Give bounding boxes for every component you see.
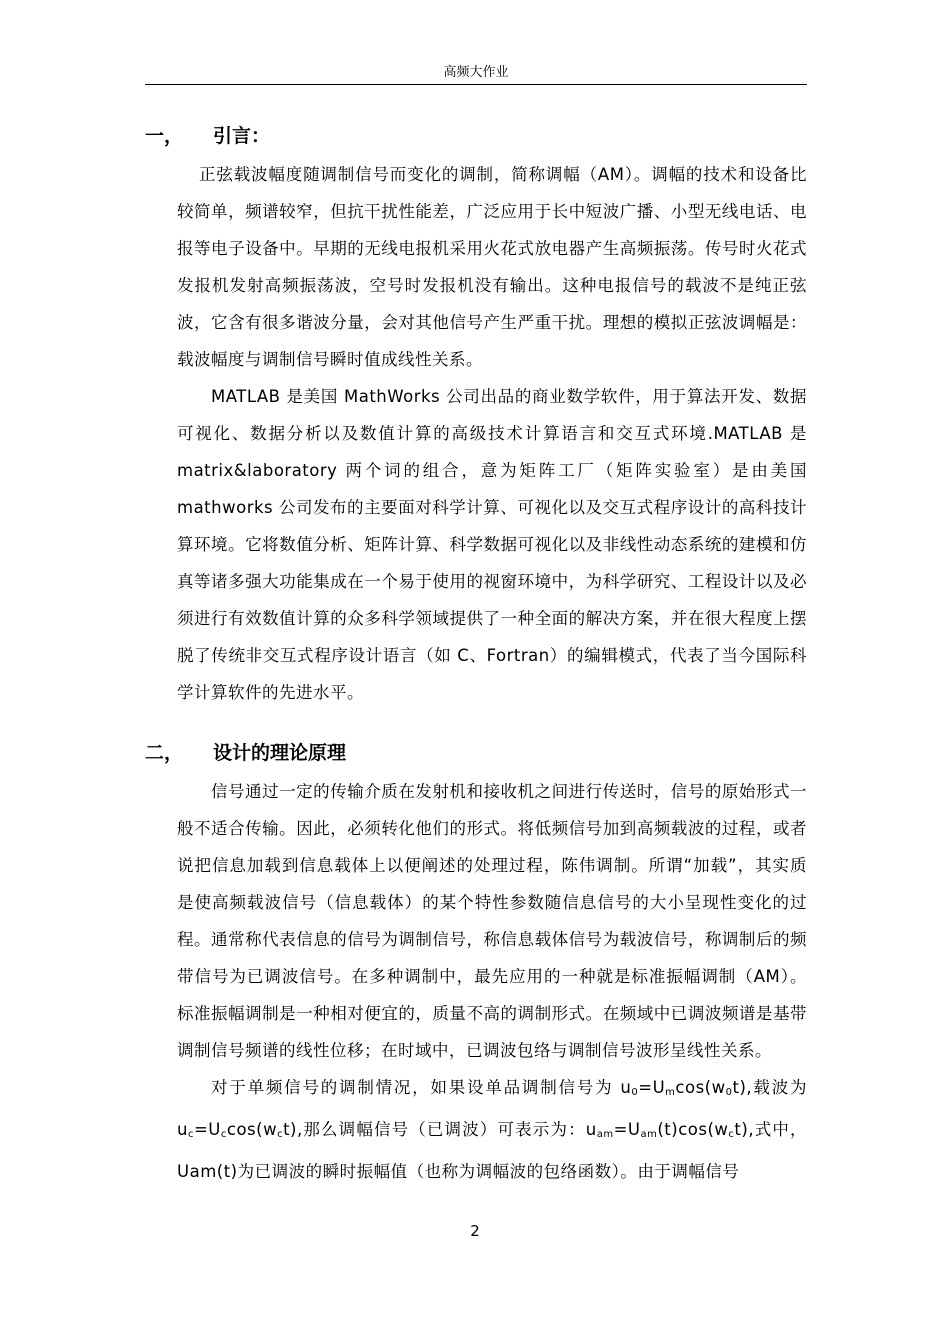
paragraph: 信号通过一定的传输介质在发射机和接收机之间进行传送时，信号的原始形式一般不适合传输。因此，必须转化他们的形式。将低频信号加到高频载波的过程，或者说把信息加载到信息载体上以便阐述的处理过程，陈伟调制。所谓“加载”，其实质是使高频载波信号（信息载体）的某个特性参数随信息信号的大小呈现性变化的过程。通常称代表信息的信号为调制信号，称信息载体信号为载波信号，称调制后的频带信号为已调波信号。在多种调制中，最先应用的一种就是标准振幅调制（AM）。标准振幅调制是一种相对便宜的，质量不高的调制形式。在频域中已调波频谱是基带调制信号频谱的线性位移；在时域中，已调波包络与调制信号波形呈线性关系。 — [177, 782, 807, 1060]
subscript: 0 — [631, 1087, 639, 1098]
page-number: 2 — [470, 1222, 480, 1240]
subscript: c — [187, 1129, 194, 1140]
section-title: 引言： — [213, 124, 271, 147]
subscript: 0 — [725, 1087, 733, 1098]
text-run: =U — [613, 1120, 641, 1139]
subscript: am — [596, 1129, 614, 1140]
text-run: t),式中，Uam(t)为已调波的瞬时振幅值（也称为调幅波的包络函数）。由于调幅信号 — [177, 1120, 808, 1181]
document-body — [145, 112, 807, 1190]
section-heading-theory — [145, 729, 807, 773]
section-number: 二， — [145, 741, 184, 764]
section-number: 一， — [145, 124, 184, 147]
subscript: c — [728, 1129, 735, 1140]
section-title: 设计的理论原理 — [213, 741, 347, 764]
subscript: am — [640, 1129, 658, 1140]
paragraph: 正弦载波幅度随调制信号而变化的调制，简称调幅（AM）。调幅的技术和设备比较简单，频谱较窄，但抗干扰性能差，广泛应用于长中短波广播、小型无线电话、电报等电子设备中。早期的无线电报机采用火花式放电器产生高频振荡。传号时火花式发报机发射高频振荡波，空号时发报机没有输出。这种电报信号的载波不是纯正弦波，它含有很多谐波分量，会对其他信号产生严重干扰。理想的模拟正弦波调幅是：载波幅度与调制信号瞬时值成线性关系。 — [177, 165, 807, 369]
text-run: t),载波为 u — [177, 1078, 808, 1139]
text-run: t),那么调幅信号（已调波）可表示为：u — [283, 1120, 597, 1139]
text-run: cos(w — [226, 1120, 278, 1139]
subscript: c — [220, 1129, 227, 1140]
section-heading-intro — [145, 112, 807, 156]
page-header: 高频大作业 — [145, 62, 807, 85]
subscript: m — [665, 1087, 676, 1098]
text-run: =U — [193, 1120, 221, 1139]
formula-paragraph — [177, 1069, 807, 1190]
text-run: cos(w — [675, 1078, 726, 1097]
text-run: 对于单频信号的调制情况，如果设单品调制信号为 u — [211, 1078, 632, 1097]
paragraph: MATLAB 是美国 MathWorks 公司出品的商业数学软件，用于算法开发、数据可视化、数据分析以及数值计算的高级技术计算语言和交互式环境.MATLAB 是 matrix&laboratory 两个词的组合，意为矩阵工厂（矩阵实验室）是由美国 mathworks 公司发布的主要面对科学计算、可视化以及交互式程序设计的高科技计算环境。它将数值分析、矩阵计算、科学数据可视化以及非线性动态系统的建模和仿真等诸多强大功能集成在一个易于使用的视窗环境中，为科学研究、工程设计以及必须进行有效数值计算的众多科学领域提供了一种全面的解决方案，并在很大程度上摆脱了传统非交互式程序设计语言（如 C、Fortran）的编辑模式，代表了当今国际科学计算软件的先进水平。 — [177, 387, 807, 702]
text-run: (t)cos(w — [657, 1120, 729, 1139]
subscript: c — [277, 1129, 284, 1140]
text-run: =U — [638, 1078, 666, 1097]
